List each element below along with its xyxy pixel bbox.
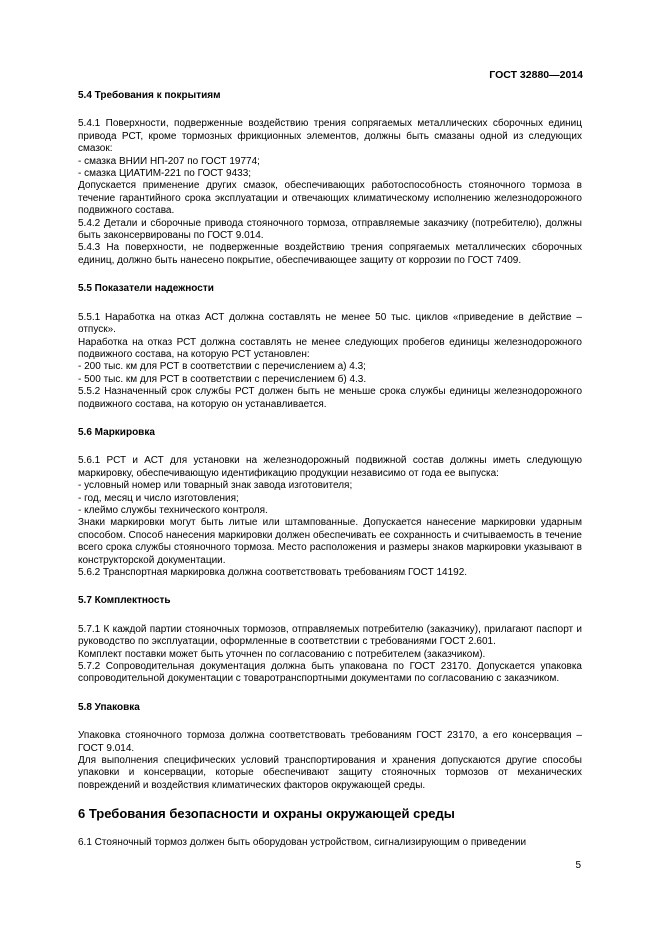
section-heading: 5.7 Комплектность [78, 595, 171, 607]
paragraph: 5.5.1 Наработка на отказ АСТ должна составлять не менее 50 тыс. циклов «приведение в действие – отпуск». [78, 311, 582, 336]
list-item: - смазка ВНИИ НП-207 по ГОСТ 19774; [78, 155, 260, 167]
page-number: 5 [575, 860, 581, 871]
paragraph: 5.6.1 РСТ и АСТ для установки на железнодорожный подвижной состав должны иметь следующую маркировку, обеспечивающую идентификацию продукции независимо от года ее выпуска: [78, 455, 582, 479]
document-body [78, 90, 582, 849]
section-heading: 5.6 Маркировка [78, 426, 155, 438]
list-item: - клеймо службы технического контроля. [78, 504, 268, 516]
paragraph: Для выполнения специфических условий транспортирования и хранения допускаются другие способы упаковки и консервации, которые обеспечивают защиту стояночных тормозов от механических повреждений и воздействия климатических факторов окружающей среды. [78, 755, 582, 791]
section-heading: 5.5 Показатели надежности [78, 283, 214, 295]
paragraph: 6.1 Стояночный тормоз должен быть оборудован устройством, сигнализирующим о приведении [78, 836, 527, 848]
paragraph: 5.4.2 Детали и сборочные привода стояночного тормоза, отправляемые заказчику (потребителю), должны быть законсервированы по ГОСТ 9.014. [78, 217, 582, 242]
paragraph: Наработка на отказ РСТ должна составлять не менее следующих пробегов единицы железнодорожного подвижного состава, на которую РСТ установлен: [78, 336, 582, 360]
list-item: - год, месяц и число изготовления; [78, 492, 239, 504]
paragraph: Знаки маркировки могут быть литые или штампованные. Допускается нанесение маркировки ударным способом. Способ нанесения маркировки должен обеспечивать ее сохранность и считываемость в течение всего срока службы стояночного тормоза. Место расположения и размеры знаков маркировки указывают в конструкторской документации. [78, 517, 582, 566]
section-heading: 5.4 Требования к покрытиям [78, 90, 221, 101]
paragraph: 5.7.2 Сопроводительная документация должна быть упакована по ГОСТ 23170. Допускается упаковка сопроводительной документации с товаротранспортными документами по согласованию с заказчиком. [78, 661, 582, 685]
list-item: - смазка ЦИАТИМ-221 по ГОСТ 9433; [78, 168, 252, 180]
document-code: ГОСТ 32880—2014 [489, 69, 583, 81]
paragraph: Допускается применение других смазок, обеспечивающих работоспособность стояночного тормоза в течение гарантийного срока эксплуатации и отвечающих климатическому исполнению железнодорожного подвижного состава. [78, 180, 582, 217]
paragraph: Упаковка стояночного тормоза должна соответствовать требованиям ГОСТ 23170, а его консервация – ГОСТ 9.014. [78, 730, 582, 754]
paragraph: Комплект поставки может быть уточнен по согласованию с потребителем (заказчиком). [78, 648, 486, 660]
list-item: - 200 тыс. км для РСТ в соответствии с перечислением а) 4.3; [78, 361, 366, 373]
list-item: - условный номер или товарный знак завода изготовителя; [78, 480, 353, 492]
paragraph: 5.4.3 На поверхности, не подверженные воздействию трения сопрягаемых металлических сборочных единиц, должно быть нанесено покрытие, обеспечивающее защиту от коррозии по ГОСТ 7409. [78, 242, 582, 266]
paragraph: 5.7.1 К каждой партии стояночных тормозов, отправляемых потребителю (заказчику), прилагают паспорт и руководство по эксплуатации, оформленные в соответствии с требованиями ГОСТ 2.601. [78, 623, 582, 648]
paragraph: 5.6.2 Транспортная маркировка должна соответствовать требованиям ГОСТ 14192. [78, 567, 468, 578]
paragraph: 5.5.2 Назначенный срок службы РСТ должен быть не меньше срока службы единицы железнодорожного подвижного состава, на которую он устанавливается. [78, 386, 582, 410]
section-heading: 5.8 Упаковка [78, 701, 140, 713]
paragraph: 5.4.1 Поверхности, подверженные воздействию трения сопрягаемых металлических сборочных единиц привода РСТ, кроме тормозных фрикционных элементов, должны быть смазаны одной из следующих смазок: [78, 118, 582, 155]
chapter-heading: 6 Требования безопасности и охраны окружающей среды [78, 806, 455, 822]
list-item: - 500 тыс. км для РСТ в соответствии с перечислением б) 4.3. [78, 373, 367, 385]
